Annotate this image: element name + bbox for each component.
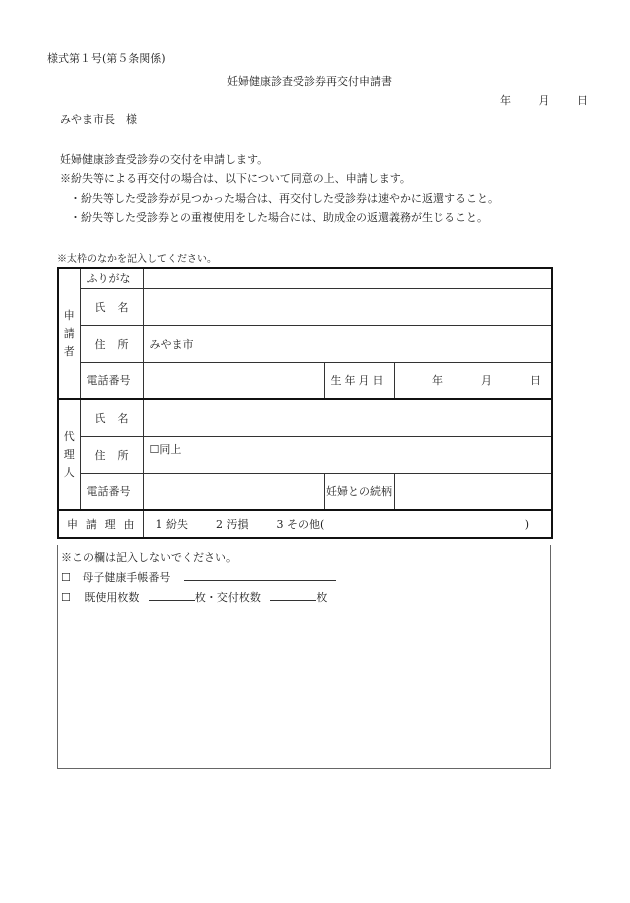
- statement: 妊婦健康診査受診券の交付を申請します。: [60, 153, 269, 166]
- date-day: 日: [577, 94, 588, 107]
- relation-label: 妊婦との続柄: [324, 473, 394, 510]
- agent-name-label: 氏 名: [80, 399, 143, 436]
- applicant-address-field[interactable]: みやま市: [143, 325, 552, 362]
- used-label: 既使用枚数: [84, 591, 140, 604]
- same-as-above-label: 同上: [159, 442, 182, 456]
- applicant-phone-label: 電話番号: [80, 362, 143, 399]
- used-line: [149, 589, 195, 601]
- issued-label: ・交付枚数: [205, 591, 261, 604]
- furigana-field[interactable]: [143, 268, 552, 288]
- date-fields: [500, 92, 588, 108]
- agent-section-label: 代 理 人: [58, 399, 80, 510]
- notice-item: ・紛失等した受診券が見つかった場合は、再交付した受診券は速やかに返還すること。: [70, 192, 499, 205]
- reason-other[interactable]: 3 その他(: [276, 518, 325, 531]
- page-title: 妊婦健康診査受診券再交付申請書: [227, 75, 392, 88]
- handbook-label: 母子健康手帳番号: [82, 571, 171, 584]
- applicant-section-label: 申 請 者: [58, 268, 80, 399]
- applicant-name-field[interactable]: [143, 288, 552, 325]
- office-checkbox: ☐: [61, 591, 71, 604]
- reason-damaged[interactable]: 2 汚損: [216, 518, 249, 531]
- reason-label: 申 請 理 由: [58, 510, 143, 538]
- birthdate-label: 生年月日: [324, 362, 394, 399]
- applicant-address-label: 住 所: [80, 325, 143, 362]
- agent-name-field[interactable]: [143, 399, 552, 436]
- handbook-number-row: [61, 569, 336, 585]
- form-number: 様式第１号(第５条関係): [47, 52, 166, 65]
- application-form-table: [57, 267, 553, 539]
- reason-field: [143, 510, 552, 538]
- furigana-label: ふりがな: [80, 268, 143, 288]
- agent-address-field[interactable]: [143, 436, 552, 473]
- birthdate-field[interactable]: 年 月 日: [394, 362, 552, 399]
- applicant-name-label: 氏 名: [80, 288, 143, 325]
- agent-phone-label: 電話番号: [80, 473, 143, 510]
- handbook-line: [184, 569, 336, 581]
- date-month: 月: [538, 94, 550, 107]
- same-as-above-checkbox[interactable]: ☐: [149, 442, 160, 456]
- reason-close-paren: ): [524, 517, 529, 531]
- date-year: 年: [500, 94, 511, 107]
- addressee: みやま市長 様: [60, 113, 137, 126]
- used-count-row: [61, 589, 327, 605]
- fill-instruction: ※太枠のなかを記入してください。: [57, 254, 217, 265]
- agent-phone-field[interactable]: [143, 473, 324, 510]
- used-unit: 枚: [194, 591, 206, 604]
- notice-item: ・紛失等した受診券との重複使用をした場合には、助成金の返還義務が生じること。: [70, 211, 488, 224]
- issued-unit: 枚: [316, 591, 328, 604]
- notice-intro: ※紛失等による再交付の場合は、以下について同意の上、申請します。: [60, 172, 411, 185]
- issued-line: [270, 589, 316, 601]
- office-use-area: [57, 545, 551, 769]
- reason-lost[interactable]: 1 紛失: [155, 518, 188, 531]
- relation-field[interactable]: [394, 473, 552, 510]
- applicant-phone-field[interactable]: [143, 362, 324, 399]
- office-checkbox: ☐: [61, 571, 71, 584]
- agent-address-label: 住 所: [80, 436, 143, 473]
- office-use-note: ※この欄は記入しないでください。: [61, 551, 237, 564]
